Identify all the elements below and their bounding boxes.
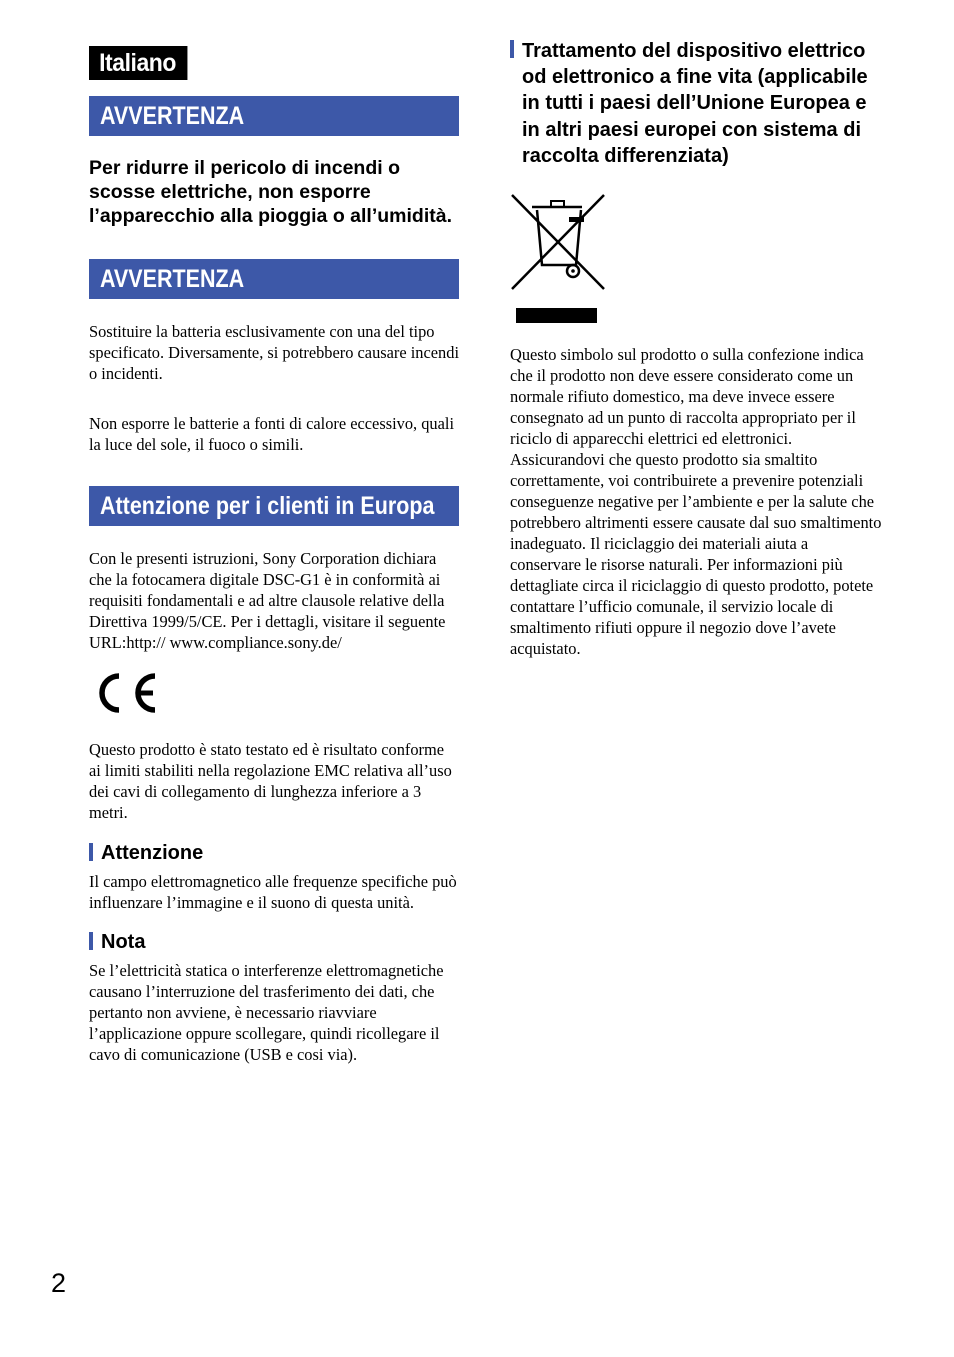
left-column (89, 46, 459, 1065)
europe-paragraph-1: Con le presenti istruzioni, Sony Corporation dichiara che la fotocamera digitale DSC-G1 è in conformità ai requisiti fondamentali e ad altre clausole relative della Direttiva 1999/5/CE. Per i dettagli, visitare il seguente URL:http:// www.compliance.sony.de/ (89, 549, 446, 652)
note-heading-label: Nota (101, 931, 146, 953)
warning-bar-2-title: AVVERTENZA (100, 265, 245, 293)
attention-heading (89, 840, 459, 866)
warning-bar-1-title: AVVERTENZA (100, 102, 245, 130)
attention-heading-marker (89, 843, 93, 861)
europe-paragraph-2: Questo prodotto è stato testato ed è risultato conforme ai limiti stabiliti nella regolazione EMC relativa all’uso dei cavi di collegamento di lunghezza inferiore a 3 metri. (89, 740, 452, 822)
note-heading (89, 929, 459, 955)
warning-bar-2 (89, 259, 459, 299)
warning-1-text: Per ridurre il pericolo di incendi o scosse elettriche, non esporre l’apparecchio alla pioggia o all’umidità. (89, 157, 452, 227)
crossed-out-wheelie-bin-icon (510, 193, 606, 323)
note-heading-marker (89, 932, 93, 950)
attention-heading-label: Attenzione (101, 842, 204, 864)
ce-mark-icon (97, 671, 157, 715)
page-number: 2 (51, 1268, 67, 1298)
language-tab: Italiano (89, 46, 187, 80)
right-column (510, 38, 882, 659)
weee-heading-marker (510, 40, 514, 58)
warning-2-paragraph-1: Sostituire la batteria esclusivamente con una del tipo specificato. Diversamente, si potrebbero causare incendi o incidenti. (89, 322, 459, 383)
europe-bar-title: Attenzione per i clienti in Europa (100, 492, 435, 520)
weee-text: Questo simbolo sul prodotto o sulla confezione indica che il prodotto non deve essere considerato come un normale rifiuto domestico, ma deve invece essere consegnato ad un punto di raccolta appropriato per il riciclo di apparecchi elettrici ed elettronici. Assicurandovi che questo prodotto sia smaltito correttamente, voi contribuirete a prevenire potenziali conseguenze negative per l’ambiente e per la salute che potrebbero altrimenti essere causate dal suo smaltimento inadeguato. Il riciclaggio dei materiali aiuta a conservare le risorse naturali. Per informazioni più dettagliate circa il riciclaggio di questo prodotto, potete contattare l’ufficio comunale, il servizio locale di smaltimento rifiuti oppure il negozio dove l’avete acquistato. (510, 345, 882, 659)
weee-heading (510, 38, 882, 169)
weee-heading-label: Trattamento del dispositivo elettrico od elettronico a fine vita (applicabile in tutti i paesi dell’Unione Europea e in altri paesi europei con sistema di raccolta differenziata) (522, 40, 868, 167)
attention-text: Il campo elettromagnetico alle frequenze specifiche può influenzare l’immagine e il suono di questa unità. (89, 872, 457, 912)
warning-2-paragraph-2: Non esporre le batterie a fonti di calore eccessivo, quali la luce del sole, il fuoco o simili. (89, 414, 454, 454)
europe-bar (89, 486, 459, 526)
note-text: Se l’elettricità statica o interferenze elettromagnetiche causano l’interruzione del trasferimento dei dati, che pertanto non avviene, è necessario riavviare l’applicazione oppure scollegare, quindi ricollegare il cavo di comunicazione (USB e cosi via). (89, 961, 444, 1064)
warning-bar-1 (89, 96, 459, 136)
